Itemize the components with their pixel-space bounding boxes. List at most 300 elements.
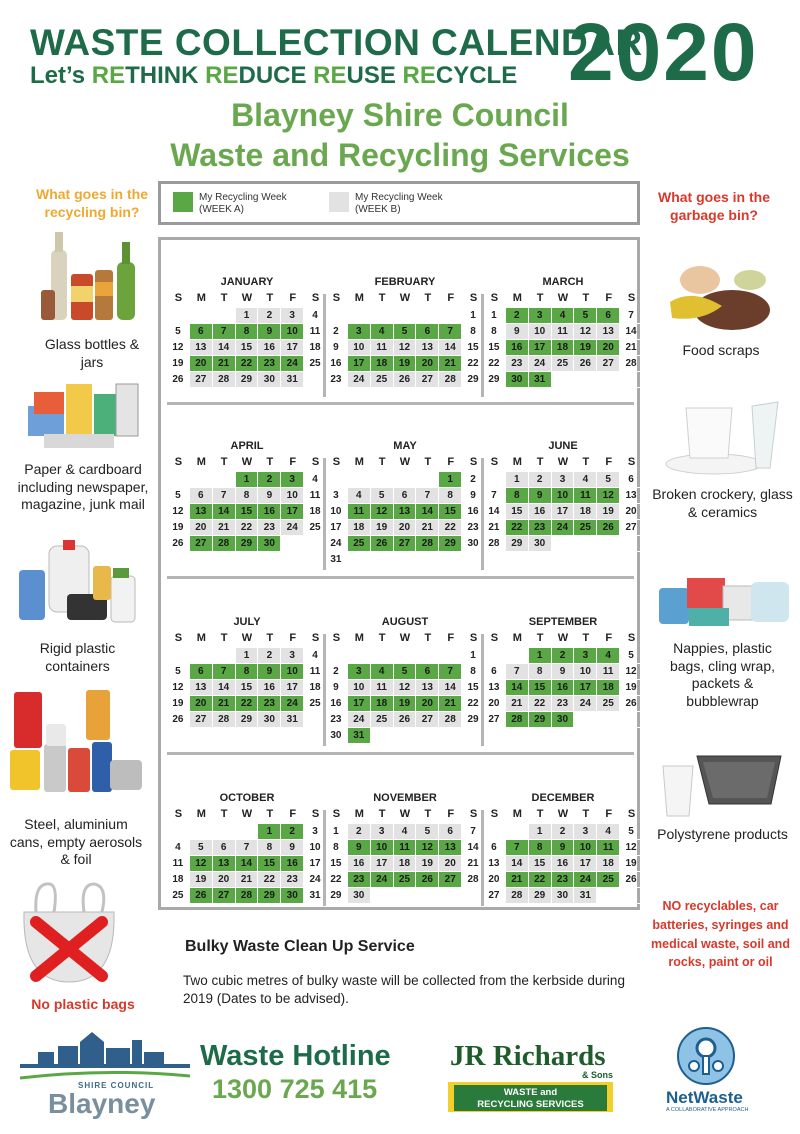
day-cell: 28	[439, 712, 462, 728]
day-cell: 14	[620, 324, 643, 340]
weekday-header-row	[167, 292, 327, 308]
day-cell: 26	[574, 356, 597, 372]
day-cell: 15	[462, 340, 485, 356]
month-february	[325, 276, 485, 436]
weekday-header: T	[220, 632, 228, 644]
day-cell: 20	[597, 340, 620, 356]
day-cell: 7	[483, 488, 506, 504]
day-cell: 31	[348, 728, 371, 744]
day-cell: 21	[213, 520, 236, 536]
day-cell: 14	[462, 840, 485, 856]
day-cell: 25	[371, 712, 394, 728]
day-cell: 1	[236, 648, 259, 664]
day-cell: 31	[304, 888, 327, 904]
weekday-header-row	[325, 632, 485, 648]
tagline	[30, 62, 517, 90]
weekday-header: F	[447, 808, 455, 820]
day-cell: 22	[462, 356, 485, 372]
jr-logo-band	[454, 1085, 607, 1111]
weekday-header: F	[605, 808, 613, 820]
day-cell: 10	[371, 840, 394, 856]
day-cell: 23	[506, 356, 529, 372]
empty-day-cell	[167, 472, 190, 488]
day-cell: 21	[620, 340, 643, 356]
day-cell: 18	[552, 340, 575, 356]
empty-day-cell	[325, 648, 348, 664]
day-cell: 25	[597, 872, 620, 888]
day-cell: 14	[439, 340, 462, 356]
weekday-header: S	[174, 632, 183, 644]
weekday-header: W	[557, 292, 569, 304]
day-cell: 9	[552, 664, 575, 680]
month-november	[325, 792, 485, 952]
garbage-item-label: Broken crockery, glass & ceramics	[652, 486, 793, 520]
day-cell: 25	[348, 536, 371, 552]
day-cell: 6	[213, 840, 236, 856]
day-cell: 4	[304, 308, 327, 324]
weekday-header: T	[266, 292, 274, 304]
weekday-header-row	[483, 632, 643, 648]
day-cell: 14	[506, 680, 529, 696]
glass-bottles-icon	[37, 228, 147, 328]
weekday-header: W	[399, 808, 411, 820]
day-cell: 27	[483, 712, 506, 728]
day-cell: 30	[462, 536, 485, 552]
day-cell: 18	[597, 856, 620, 872]
day-cell: 25	[167, 888, 190, 904]
month-title: OCTOBER	[219, 792, 275, 804]
row-divider	[167, 576, 634, 579]
day-cell: 6	[597, 308, 620, 324]
week-a-swatch	[173, 192, 193, 212]
empty-day-cell	[483, 472, 506, 488]
tagline-word-4: CYCLE	[435, 62, 518, 89]
weekday-header: S	[332, 292, 341, 304]
jr-logo-line1: WASTE and	[503, 1087, 558, 1098]
day-cell: 26	[190, 888, 213, 904]
town-skyline-icon	[20, 1028, 190, 1084]
day-cell: 10	[281, 488, 304, 504]
day-cell: 7	[236, 840, 259, 856]
day-cell: 25	[371, 372, 394, 388]
tagline-word-2: DUCE	[238, 62, 314, 89]
day-cell: 3	[371, 824, 394, 840]
recycle-item-label: Steel, aluminium cans, empty aerosols & foil	[9, 816, 143, 867]
day-cell: 1	[258, 824, 281, 840]
day-cell: 25	[304, 356, 327, 372]
day-cell: 6	[620, 472, 643, 488]
day-cell: 17	[348, 696, 371, 712]
weekday-header-row	[483, 456, 643, 472]
day-cell: 8	[529, 840, 552, 856]
day-cell: 29	[439, 536, 462, 552]
day-cell: 18	[371, 356, 394, 372]
day-cell: 24	[552, 520, 575, 536]
month-day-grid	[483, 824, 643, 904]
weekday-header: T	[424, 632, 432, 644]
day-cell: 11	[597, 840, 620, 856]
day-cell: 2	[258, 308, 281, 324]
weekday-header: F	[289, 292, 297, 304]
weekday-header: W	[557, 456, 569, 468]
day-cell: 24	[574, 696, 597, 712]
day-cell: 17	[325, 520, 348, 536]
day-cell: 2	[258, 648, 281, 664]
day-cell: 9	[552, 840, 575, 856]
weekday-header: S	[490, 292, 499, 304]
day-cell: 1	[529, 648, 552, 664]
day-cell: 13	[483, 856, 506, 872]
day-cell: 21	[439, 696, 462, 712]
day-cell: 16	[325, 696, 348, 712]
day-cell: 17	[348, 356, 371, 372]
month-day-grid	[325, 308, 485, 388]
day-cell: 28	[483, 536, 506, 552]
day-cell: 18	[597, 680, 620, 696]
weekday-header: M	[512, 808, 522, 820]
empty-day-cell	[167, 648, 190, 664]
day-cell: 2	[325, 324, 348, 340]
day-cell: 1	[325, 824, 348, 840]
weekday-header: S	[332, 456, 341, 468]
day-cell: 15	[483, 340, 506, 356]
blayney-logo-subtitle: SHIRE COUNCIL	[78, 1081, 155, 1090]
day-cell: 19	[416, 856, 439, 872]
day-cell: 26	[371, 536, 394, 552]
day-cell: 11	[348, 504, 371, 520]
no-plastic-bags-graphic	[14, 872, 134, 987]
day-cell: 30	[552, 888, 575, 904]
day-cell: 21	[213, 696, 236, 712]
no-plastic-bags-label: No plastic bags	[31, 996, 135, 1012]
day-cell: 24	[529, 356, 552, 372]
month-day-grid	[483, 308, 643, 388]
weekday-header: S	[627, 632, 636, 644]
day-cell: 21	[462, 856, 485, 872]
day-cell: 7	[439, 324, 462, 340]
day-cell: 12	[371, 504, 394, 520]
day-cell: 23	[281, 872, 304, 888]
day-cell: 8	[506, 488, 529, 504]
day-cell: 24	[281, 356, 304, 372]
month-day-grid	[483, 648, 643, 728]
column-divider	[323, 458, 326, 570]
day-cell: 12	[574, 324, 597, 340]
day-cell: 17	[529, 340, 552, 356]
column-divider	[323, 294, 326, 397]
month-title: JUNE	[548, 440, 578, 452]
day-cell: 8	[439, 488, 462, 504]
day-cell: 30	[258, 372, 281, 388]
month-title: FEBRUARY	[374, 276, 436, 288]
day-cell: 3	[281, 472, 304, 488]
day-cell: 30	[348, 888, 371, 904]
day-cell: 10	[529, 324, 552, 340]
day-cell: 5	[620, 648, 643, 664]
day-cell: 1	[236, 472, 259, 488]
collection-calendar	[158, 237, 640, 910]
weekday-header-row	[325, 808, 485, 824]
day-cell: 6	[416, 324, 439, 340]
day-cell: 10	[574, 840, 597, 856]
day-cell: 29	[462, 712, 485, 728]
day-cell: 22	[529, 696, 552, 712]
day-cell: 1	[462, 648, 485, 664]
weekday-header: M	[512, 292, 522, 304]
weekday-header: S	[490, 808, 499, 820]
weekday-header: T	[582, 808, 590, 820]
day-cell: 6	[190, 664, 213, 680]
day-cell: 19	[167, 696, 190, 712]
recycle-item-label: Rigid plastic containers	[39, 640, 116, 674]
weekday-header: M	[354, 808, 364, 820]
garbage-exclusions-note: NO recyclables, car batteries, syringes and medical waste, soil and rocks, paint or oil	[651, 899, 790, 970]
jr-richards-logo	[448, 1040, 613, 1112]
day-cell: 7	[213, 664, 236, 680]
day-cell: 5	[574, 308, 597, 324]
weekday-header: T	[220, 456, 228, 468]
weekday-header: M	[354, 456, 364, 468]
day-cell: 20	[416, 696, 439, 712]
day-cell: 28	[506, 712, 529, 728]
day-cell: 26	[394, 372, 417, 388]
day-cell: 12	[394, 680, 417, 696]
legend-week-b	[329, 192, 455, 216]
empty-day-cell	[167, 824, 190, 840]
day-cell: 8	[258, 840, 281, 856]
weekday-header: S	[469, 808, 478, 820]
day-cell: 12	[620, 840, 643, 856]
day-cell: 18	[574, 504, 597, 520]
day-cell: 26	[167, 372, 190, 388]
weekday-header: T	[536, 456, 544, 468]
day-cell: 12	[394, 340, 417, 356]
month-day-grid	[325, 472, 485, 568]
weekday-header: T	[266, 456, 274, 468]
day-cell: 22	[439, 520, 462, 536]
month-title: APRIL	[230, 440, 264, 452]
day-cell: 13	[416, 680, 439, 696]
day-cell: 14	[483, 504, 506, 520]
blayney-council-logo	[20, 1028, 190, 1123]
day-cell: 2	[258, 472, 281, 488]
netwaste-emblem-icon	[658, 1022, 756, 1088]
day-cell: 26	[620, 872, 643, 888]
day-cell: 12	[597, 488, 620, 504]
day-cell: 4	[574, 472, 597, 488]
recycle-item-paper	[8, 378, 158, 514]
day-cell: 17	[281, 680, 304, 696]
day-cell: 7	[439, 664, 462, 680]
day-cell: 21	[483, 520, 506, 536]
day-cell: 4	[597, 824, 620, 840]
tagline-prefix: Let’s	[30, 62, 92, 89]
day-cell: 13	[597, 324, 620, 340]
netwaste-logo-name: NetWaste	[666, 1088, 743, 1107]
day-cell: 6	[416, 664, 439, 680]
weekday-header: T	[378, 292, 386, 304]
day-cell: 29	[258, 888, 281, 904]
day-cell: 6	[190, 324, 213, 340]
day-cell: 17	[371, 856, 394, 872]
day-cell: 16	[529, 504, 552, 520]
nappies-plastic-icon	[653, 572, 793, 632]
day-cell: 20	[394, 520, 417, 536]
day-cell: 1	[462, 308, 485, 324]
column-divider	[481, 810, 484, 906]
day-cell: 13	[439, 840, 462, 856]
weekday-header: T	[536, 292, 544, 304]
day-cell: 27	[190, 712, 213, 728]
month-march	[483, 276, 643, 436]
day-cell: 9	[281, 840, 304, 856]
day-cell: 6	[190, 488, 213, 504]
day-cell: 13	[416, 340, 439, 356]
day-cell: 1	[529, 824, 552, 840]
weekday-header: T	[582, 456, 590, 468]
day-cell: 2	[529, 472, 552, 488]
weekday-header: W	[241, 456, 253, 468]
day-cell: 29	[529, 888, 552, 904]
month-day-grid	[167, 824, 327, 904]
day-cell: 27	[394, 536, 417, 552]
day-cell: 5	[394, 324, 417, 340]
calendar-year: 2020	[568, 7, 759, 98]
weekday-header: W	[399, 632, 411, 644]
day-cell: 26	[394, 712, 417, 728]
day-cell: 27	[439, 872, 462, 888]
day-cell: 25	[304, 696, 327, 712]
day-cell: 5	[167, 488, 190, 504]
garbage-item-polystyrene	[650, 752, 795, 844]
month-title: JULY	[233, 616, 261, 628]
weekday-header: S	[490, 632, 499, 644]
bulky-waste-text: Two cubic metres of bulky waste will be collected from the kerbside during 2019 (Dates to be advised).	[183, 973, 625, 1006]
day-cell: 10	[281, 324, 304, 340]
week-b-swatch	[329, 192, 349, 212]
day-cell: 5	[394, 664, 417, 680]
waste-hotline-number: 1300 725 415	[212, 1074, 378, 1104]
day-cell: 3	[529, 308, 552, 324]
bulky-waste-title: Bulky Waste Clean Up Service	[185, 938, 415, 955]
day-cell: 23	[552, 696, 575, 712]
day-cell: 13	[190, 680, 213, 696]
day-cell: 28	[620, 356, 643, 372]
weekday-header: W	[399, 456, 411, 468]
empty-day-cell	[620, 536, 643, 552]
weekday-header: S	[174, 808, 183, 820]
day-cell: 23	[552, 872, 575, 888]
day-cell: 28	[416, 536, 439, 552]
day-cell: 29	[236, 372, 259, 388]
day-cell: 22	[483, 356, 506, 372]
weekday-header: S	[174, 292, 183, 304]
day-cell: 8	[483, 324, 506, 340]
month-title: AUGUST	[381, 616, 429, 628]
day-cell: 24	[281, 696, 304, 712]
weekday-header: T	[424, 292, 432, 304]
day-cell: 28	[462, 872, 485, 888]
day-cell: 23	[325, 372, 348, 388]
day-cell: 22	[236, 696, 259, 712]
day-cell: 27	[620, 520, 643, 536]
weekday-header: S	[332, 808, 341, 820]
empty-day-cell	[483, 648, 506, 664]
services-heading: Waste and Recycling Services	[170, 137, 630, 173]
day-cell: 8	[236, 324, 259, 340]
day-cell: 20	[483, 696, 506, 712]
calendar-title: WASTE COLLECTION CALENDAR	[30, 22, 643, 63]
netwaste-logo	[658, 1022, 756, 1122]
day-cell: 8	[236, 664, 259, 680]
empty-day-cell	[620, 372, 643, 388]
column-divider	[481, 458, 484, 570]
weekday-header: T	[220, 808, 228, 820]
day-cell: 15	[506, 504, 529, 520]
day-cell: 10	[325, 504, 348, 520]
day-cell: 21	[506, 696, 529, 712]
day-cell: 15	[236, 340, 259, 356]
paper-cardboard-icon	[24, 378, 142, 453]
day-cell: 6	[483, 664, 506, 680]
day-cell: 28	[236, 888, 259, 904]
day-cell: 16	[281, 856, 304, 872]
day-cell: 3	[325, 488, 348, 504]
weekday-header: T	[378, 632, 386, 644]
weekday-header-row	[483, 292, 643, 308]
day-cell: 14	[213, 680, 236, 696]
day-cell: 7	[506, 840, 529, 856]
day-cell: 16	[552, 680, 575, 696]
recycle-item-glass	[22, 228, 162, 371]
day-cell: 11	[304, 324, 327, 340]
garbage-item-label: Food scraps	[682, 342, 760, 358]
day-cell: 16	[348, 856, 371, 872]
month-title: NOVEMBER	[373, 792, 437, 804]
weekday-header: M	[354, 292, 364, 304]
day-cell: 14	[506, 856, 529, 872]
day-cell: 26	[167, 536, 190, 552]
weekday-header-row	[483, 808, 643, 824]
day-cell: 19	[597, 504, 620, 520]
day-cell: 15	[439, 504, 462, 520]
day-cell: 20	[483, 872, 506, 888]
day-cell: 2	[281, 824, 304, 840]
weekday-header: T	[536, 808, 544, 820]
day-cell: 9	[258, 488, 281, 504]
day-cell: 30	[552, 712, 575, 728]
blayney-logo-name: Blayney	[48, 1088, 156, 1119]
jr-logo-line2: RECYCLING SERVICES	[477, 1099, 584, 1110]
day-cell: 1	[506, 472, 529, 488]
day-cell: 26	[620, 696, 643, 712]
day-cell: 5	[167, 324, 190, 340]
empty-day-cell	[483, 824, 506, 840]
day-cell: 8	[462, 324, 485, 340]
day-cell: 27	[213, 888, 236, 904]
weekday-header: M	[196, 632, 206, 644]
polystyrene-icon	[653, 752, 793, 818]
legend-week-a	[173, 192, 299, 216]
day-cell: 8	[236, 488, 259, 504]
day-cell: 30	[529, 536, 552, 552]
day-cell: 12	[620, 664, 643, 680]
day-cell: 17	[281, 504, 304, 520]
day-cell: 17	[304, 856, 327, 872]
day-cell: 28	[213, 372, 236, 388]
day-cell: 22	[236, 520, 259, 536]
day-cell: 3	[348, 324, 371, 340]
